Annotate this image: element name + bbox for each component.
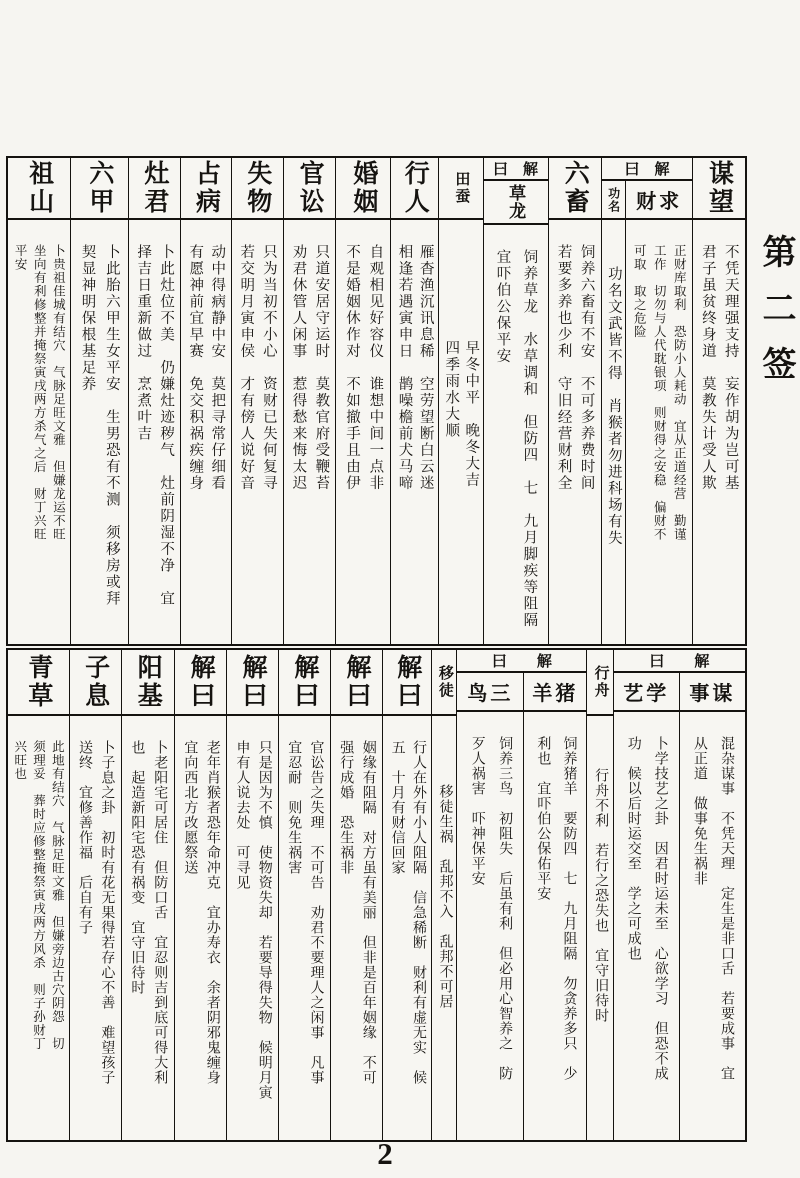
column-header (457, 673, 523, 712)
table-column (680, 673, 745, 1140)
text-line: 早冬中平 晚冬大吉 (463, 340, 480, 489)
table-column (122, 650, 175, 1140)
column-body (227, 716, 278, 1140)
jieyue-group-label: 曰 解 (457, 650, 586, 673)
table-column (227, 650, 279, 1140)
table-column (181, 158, 231, 644)
top-fortune-table (6, 156, 747, 646)
table-column (587, 650, 613, 1140)
table-column (71, 158, 128, 644)
column-body (484, 225, 548, 644)
text-line: 饲养六畜有不安 不可多养费时间 (578, 244, 595, 492)
text-line: 动中得病静中安 莫把寻常仔细看 (209, 244, 226, 492)
column-header (279, 650, 330, 716)
table-column (383, 650, 432, 1140)
text-line: 劝君休管人闲事 惹得愁来悔太迟 (290, 244, 307, 492)
text-line: 强行成婚 恐生祸非 (338, 740, 354, 875)
text-line: 只道安居守运时 莫教官府受鞭苔 (313, 244, 330, 492)
text-line: 宜吓伯公保平安 (494, 249, 511, 365)
column-header-label: 六畜 (561, 160, 589, 216)
column-header-label: 解曰 (187, 654, 215, 710)
table-column (602, 181, 626, 644)
column-header (8, 650, 69, 716)
table-column (693, 158, 745, 644)
table-column (70, 650, 122, 1140)
text-line: 君子虽贫终身道 莫教失计受人欺 (699, 244, 716, 492)
column-group (484, 158, 549, 644)
text-line: 不凭天理强支持 妄作胡为岂可基 (722, 244, 739, 492)
column-header (331, 650, 382, 716)
column-header-label: 解曰 (343, 654, 370, 710)
text-line: 择吉日重新做过 烹煮叶吉 (135, 244, 152, 442)
column-group-row (614, 673, 745, 1140)
text-line: 雁杳渔沉讯息稀 空劳望断白云迷 (417, 244, 434, 492)
text-line: 行人在外有小人阻隔 信急稀断 财利有虚无实 候 (411, 740, 427, 1085)
text-line: 不是婚姻休作对 不如撤手且由伊 (343, 244, 360, 492)
table-column (336, 158, 391, 644)
column-body (680, 712, 745, 1140)
column-header-label: 草龙 (506, 184, 526, 220)
bottom-fortune-table (6, 648, 747, 1142)
column-header-label: 艺学 (623, 683, 670, 705)
text-line: 功 候以后时运交至 学之可成也 (625, 736, 641, 961)
column-header-label: 移徒 (436, 665, 453, 699)
text-line: 若要多养也少利 守旧经营财利全 (555, 244, 572, 492)
table-column (484, 181, 548, 644)
text-line: 正财库取利 恐防小人耗动 宜从正道经营 勤谨 (672, 244, 687, 541)
column-group-row (457, 673, 586, 1140)
column-header (693, 158, 745, 220)
table-column (175, 650, 227, 1140)
text-line: 饲养草龙 水草调和 但防四 七 九月脚疾等阻隔 (521, 249, 538, 629)
text-line: 契显神明保根基足养 (79, 244, 96, 393)
column-header (484, 181, 548, 225)
text-line: 饲养三鸟 初阻失 后虽有利 但必用心智养之 防 (497, 736, 513, 1081)
table-column (626, 181, 692, 644)
column-header-label: 失物 (243, 160, 271, 216)
table-column (457, 673, 524, 1140)
column-header (71, 158, 127, 220)
table-column (391, 158, 439, 644)
column-header (587, 650, 612, 716)
table-column (432, 650, 457, 1140)
column-body (279, 716, 330, 1140)
column-header (614, 673, 679, 712)
text-line: 只为当初不小心 资财已失何复寻 (260, 244, 277, 492)
column-group (614, 650, 745, 1140)
text-line: 移徒生祸 乱邦不入 乱邦不可居 (437, 784, 453, 1009)
column-header-label: 行舟 (592, 665, 609, 699)
text-line: 五 十月有财信回家 (389, 740, 405, 875)
column-body (614, 712, 679, 1140)
column-header-label: 阳基 (134, 654, 162, 710)
column-header-label: 谋望 (705, 160, 733, 216)
text-line: 也 起造新阳宅恐有祸变 宜守旧待时 (129, 740, 145, 995)
text-line: 混杂谋事 不凭天理 定生是非口舌 若要成事 宜 (718, 736, 734, 1081)
column-header (232, 158, 283, 220)
column-header-label: 田蚕 (453, 171, 470, 205)
column-header-label: 事谋 (689, 683, 736, 705)
column-body (122, 716, 174, 1140)
column-header (626, 181, 692, 220)
column-header (175, 650, 226, 716)
table-column (524, 673, 586, 1140)
text-line: 行舟不利 若行之恐失也 宜守旧待时 (593, 768, 609, 1023)
column-header (549, 158, 601, 220)
column-header (602, 181, 625, 220)
column-header (383, 650, 431, 716)
column-body (524, 712, 586, 1140)
column-header-label: 婚姻 (349, 160, 377, 216)
column-header-label: 解曰 (239, 654, 267, 710)
text-line: 须理妥 葬时应修整掩祭寅戌两方风杀 则子孙财丁 (31, 740, 46, 1051)
table-column (549, 158, 602, 644)
text-line: 卜学技艺之卦 因君时运未至 心欲学习 但恐不成 (652, 736, 668, 1081)
text-line: 宜向西北方改愿祭送 (182, 740, 198, 875)
column-body (439, 220, 482, 644)
jieyue-group-label: 曰 解 (602, 158, 692, 181)
column-header-label: 鸟三 (467, 683, 514, 705)
text-line: 利也 宜吓伯公保佑平安 (535, 736, 551, 901)
table-column (232, 158, 284, 644)
column-body (175, 716, 226, 1140)
column-header (129, 158, 181, 220)
column-body (8, 220, 70, 644)
column-header (439, 158, 482, 220)
column-header (680, 673, 745, 712)
column-body (71, 220, 127, 644)
text-line: 申有人说去处 可寻见 (234, 740, 250, 890)
text-line: 相逢若遇寅申日 鹊噪檐前犬马啼 (396, 244, 413, 492)
column-body (626, 220, 692, 644)
column-group-row (484, 181, 548, 644)
column-header-label: 财求 (636, 191, 683, 213)
text-line: 老年肖猴者恐年命冲克 宜办寿衣 余者阴邪鬼缠身 (204, 740, 220, 1085)
text-line: 兴旺也 (12, 740, 27, 781)
column-body (587, 716, 612, 1140)
text-line: 可取 取之危险 (632, 244, 647, 339)
page-number: 2 (377, 1136, 393, 1171)
column-body (70, 716, 121, 1140)
column-body (432, 716, 456, 1140)
text-line: 姻缘有阻隔 对方虽有美丽 但非是百年姻缘 不可 (360, 740, 376, 1085)
text-line: 歹人祸害 吓神保平安 (469, 736, 485, 886)
text-line: 从正道 做事免生祸非 (691, 736, 707, 886)
column-header (70, 650, 121, 716)
text-line: 卜此灶位不美 仍嫌灶迹秽气 灶前阴湿不净 宜 (158, 244, 175, 607)
column-header (122, 650, 174, 716)
column-header (8, 158, 70, 220)
column-header (227, 650, 278, 716)
table-column (439, 158, 483, 644)
table-column (8, 650, 70, 1140)
text-line: 若交明月寅申侯 才有傍人说好音 (238, 244, 255, 492)
column-body (331, 716, 382, 1140)
jieyue-group-label: 曰 解 (614, 650, 745, 673)
column-header (181, 158, 230, 220)
column-header-label: 青草 (24, 654, 52, 710)
text-line: 工作 切勿与人代耽银项 则财得之安稳 偏财不 (652, 244, 667, 541)
table-column (8, 158, 71, 644)
text-line: 只是因为不慎 使物资失却 若要导得失物 候明月寅 (256, 740, 272, 1100)
column-body (391, 220, 438, 644)
column-header-label: 官讼 (296, 160, 324, 216)
column-header-label: 子息 (81, 654, 109, 710)
text-line: 四季雨水大顺 (443, 340, 460, 439)
table-column (331, 650, 383, 1140)
text-line: 卜子息之卦 初时有花无果得若存心不善 难望孩子 (99, 740, 115, 1085)
page-title: 第二签 (757, 234, 794, 402)
text-line: 自观相见好容仪 谁想中间一点非 (367, 244, 384, 492)
table-column (129, 158, 182, 644)
column-body (336, 220, 390, 644)
column-body (602, 220, 625, 644)
text-line: 饲养猪羊 要防四 七 九月阻隔 勿贪养多只 少 (561, 736, 577, 1081)
text-line: 平安 (13, 244, 28, 271)
table-column (279, 650, 331, 1140)
text-line: 送终 宜修善作福 后自有子 (77, 740, 93, 935)
column-header (432, 650, 456, 716)
column-header (524, 673, 586, 712)
text-line: 卜贵祖佳城有结穴 气脉足旺文雅 但嫌龙运不旺 (51, 244, 66, 541)
column-body (693, 220, 745, 644)
text-line: 功名文武皆不得 肖猴者勿进科场有失 (605, 266, 622, 547)
column-header (284, 158, 336, 220)
column-header-label: 功名 (606, 186, 621, 213)
jieyue-group-label: 曰 解 (484, 158, 548, 181)
column-body (181, 220, 230, 644)
column-body (8, 716, 69, 1140)
column-group-row (602, 181, 692, 644)
column-group (602, 158, 693, 644)
column-body (457, 712, 523, 1140)
column-header-label: 祖山 (25, 160, 53, 216)
text-line: 坐向有利修整并掩祭寅戌两方杀气之后 财丁兴旺 (32, 244, 47, 541)
column-body (232, 220, 283, 644)
column-header (336, 158, 390, 220)
text-line: 卜老阳宅可居住 但防口舌 宜忍则吉到底可得大利 (152, 740, 168, 1085)
column-body (284, 220, 336, 644)
column-header-label: 解曰 (393, 654, 421, 710)
column-header (391, 158, 438, 220)
text-line: 宜忍耐 则免生祸害 (286, 740, 302, 875)
column-header-label: 灶君 (140, 160, 168, 216)
column-group (457, 650, 587, 1140)
column-body (129, 220, 181, 644)
text-line: 有愿神前宜早赛 免交积祸疾缠身 (187, 244, 204, 492)
table-column (614, 673, 680, 1140)
text-line: 卜此胎六甲生女平安 生男恐有不测 须移房或拜 (103, 244, 120, 607)
column-header-label: 六甲 (85, 160, 113, 216)
text-line: 此地有结穴 气脉足旺文雅 但嫌旁边古穴阴怨 切 (50, 740, 65, 1051)
column-body (549, 220, 601, 644)
table-column (284, 158, 337, 644)
column-header-label: 行人 (401, 160, 429, 216)
column-header-label: 解曰 (290, 654, 318, 710)
text-line: 官讼告之失理 不可告 劝君不要理人之闲事 凡事 (308, 740, 324, 1085)
column-body (383, 716, 431, 1140)
column-header-label: 羊猪 (532, 683, 579, 705)
column-header-label: 占病 (192, 160, 220, 216)
